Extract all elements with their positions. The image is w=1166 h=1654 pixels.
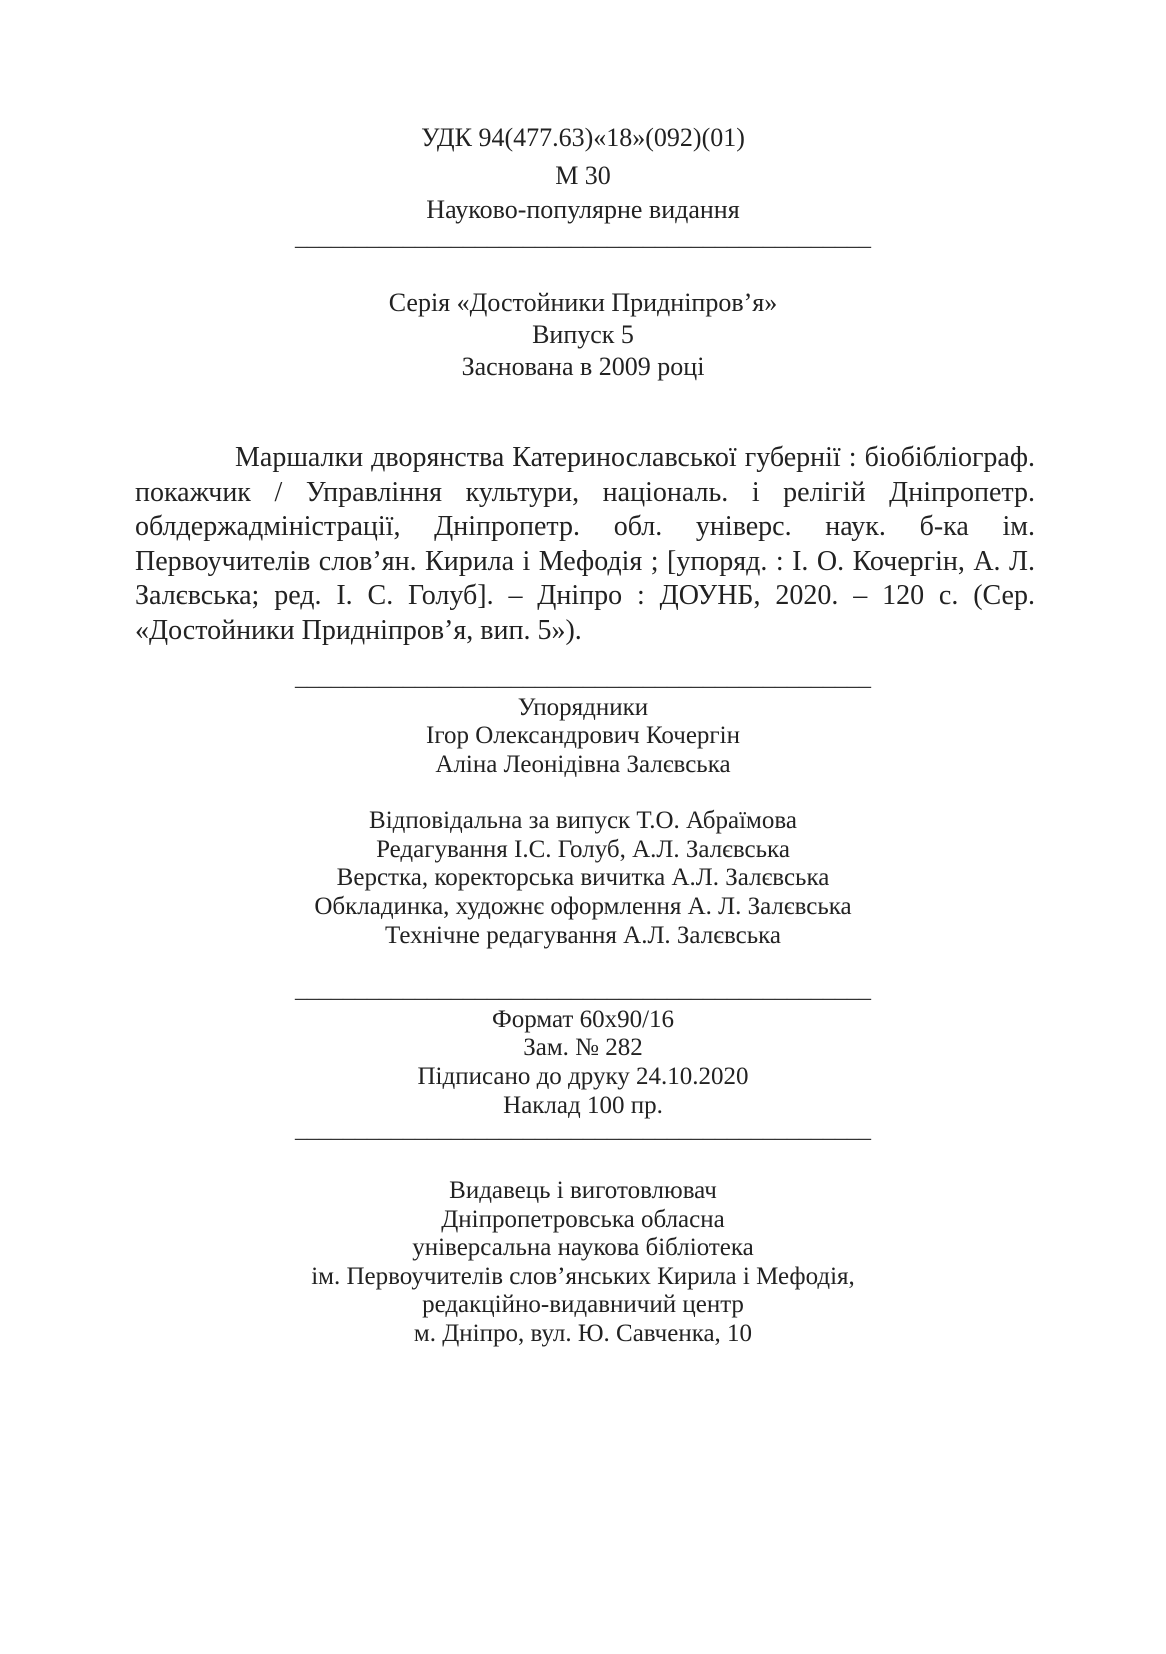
publisher-address: м. Дніпро, вул. Ю. Савченка, 10 bbox=[413, 1320, 753, 1347]
compiler-name: Ігор Олександрович Кочергін bbox=[426, 722, 740, 749]
publisher-line: ім. Первоучителів слов’янських Кирила і Мефодія, bbox=[311, 1263, 855, 1290]
compiler-name: Аліна Леонідівна Залєвська bbox=[435, 751, 731, 778]
signed-for-print: Підписано до друку 24.10.2020 bbox=[417, 1063, 749, 1090]
divider-4: ________________________________________________ bbox=[295, 1117, 871, 1143]
series-founded: Заснована в 2009 році bbox=[461, 352, 705, 381]
print-format: Формат 60х90/16 bbox=[491, 1006, 675, 1033]
bibliographic-description: Маршалки дворянства Катеринославської губернії : біобібліограф. покажчик / Управління культури, національ. і релігій Дніпропетр. облдержадміністрації, Дніпропетр. обл. універс. наук. б-ка ім. Первоучителів слов’ян. Кирила і Мефодія ; [упоряд. : І. О. Кочергін, А. Л. Залєвська; ред. І. С. Голуб]. – Дніпро : ДОУНБ, 2020. – 120 с. (Сер. «Достойники Придніпров’я, вип. 5»). bbox=[135, 442, 1035, 646]
series-issue: Випуск 5 bbox=[532, 320, 634, 349]
publisher-line: Видавець і виготовлювач bbox=[449, 1177, 717, 1204]
order-number: Зам. № 282 bbox=[523, 1034, 643, 1061]
series-name: Серія «Достойники Придніпров’я» bbox=[388, 288, 778, 317]
divider-1: ________________________________________________ bbox=[295, 225, 871, 251]
credit-line: Технічне редагування А.Л. Залєвська bbox=[385, 922, 781, 949]
divider-3: ________________________________________________ bbox=[295, 977, 871, 1003]
compilers-heading: Упорядники bbox=[517, 694, 649, 721]
author-sign-code: М 30 bbox=[555, 161, 611, 190]
credit-line: Верстка, коректорська вичитка А.Л. Залєвська bbox=[336, 864, 830, 891]
credit-line: Відповідальна за випуск Т.О. Абраїмова bbox=[369, 807, 797, 834]
publisher-line: універсальна наукова бібліотека bbox=[412, 1234, 754, 1261]
edition-type: Науково-популярне видання bbox=[426, 195, 740, 224]
credit-line: Редагування І.С. Голуб, А.Л. Залєвська bbox=[376, 836, 790, 863]
print-run: Наклад 100 пр. bbox=[503, 1092, 663, 1119]
udk-code: УДК 94(477.63)«18»(092)(01) bbox=[421, 123, 745, 152]
credit-line: Обкладинка, художнє оформлення А. Л. Залєвська bbox=[314, 893, 852, 920]
publisher-line: Дніпропетровська обласна bbox=[441, 1206, 725, 1233]
publisher-line: редакційно-видавничий центр bbox=[422, 1291, 744, 1318]
divider-2: ________________________________________________ bbox=[295, 665, 871, 691]
